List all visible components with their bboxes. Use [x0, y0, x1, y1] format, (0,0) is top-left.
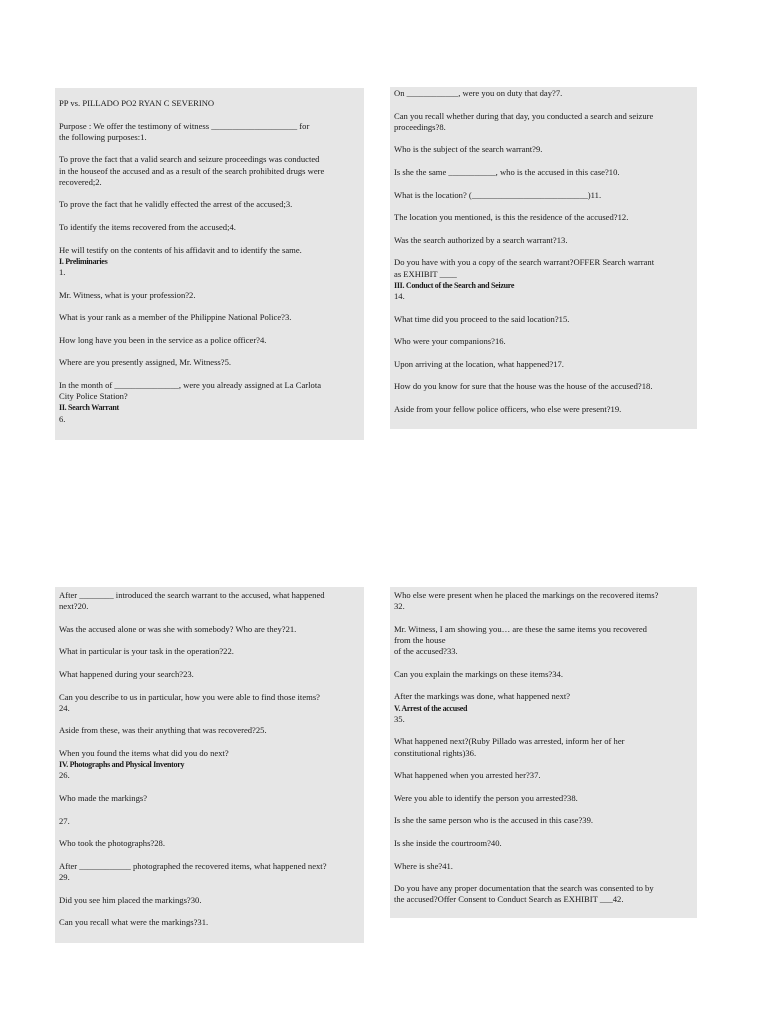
document-text-line: 29.	[59, 871, 70, 882]
document-text-line: What happened next?(Ruby Pillado was arrested, inform her of her	[394, 736, 625, 747]
document-text-line: He will testify on the contents of his affidavit and to identify the same.	[59, 244, 302, 255]
document-text-line: Can you explain the markings on these items?34.	[394, 668, 563, 679]
document-text-line: Is she the same ___________, who is the accused in this case?10.	[394, 166, 620, 177]
document-text-line: Where is she?41.	[394, 860, 453, 871]
document-text-line: as EXHIBIT ____	[394, 268, 457, 279]
section-heading: III. Conduct of the Search and Seizure	[394, 280, 515, 290]
document-text-line: 27.	[59, 815, 70, 826]
document-text-line: Who were your companions?16.	[394, 336, 506, 347]
document-text-line: from the house	[394, 635, 446, 645]
section-heading: V. Arrest of the accused	[394, 703, 468, 713]
document-text-line: proceedings?8.	[394, 121, 446, 132]
document-text-line: Where are you presently assigned, Mr. Witness?5.	[59, 357, 232, 368]
document-text-line: 24.	[59, 702, 70, 713]
document-page-panel-3	[55, 587, 364, 943]
document-text-line: Who is the subject of the search warrant?9.	[394, 144, 543, 155]
document-text-line: What in particular is your task in the operation?22.	[59, 646, 234, 657]
document-text-line: What is the location? (___________________________)11.	[394, 189, 602, 200]
document-page-panel-1	[55, 88, 364, 440]
document-text-line: 26.	[59, 770, 70, 781]
document-text-line: Purpose : We offer the testimony of witness ____________________ for	[59, 120, 310, 131]
document-text-line: Is she the same person who is the accused in this case?39.	[394, 815, 594, 826]
document-text-line: What is your rank as a member of the Philippine National Police?3.	[59, 312, 292, 323]
section-heading: II. Search Warrant	[59, 403, 119, 413]
document-text-line: Do you have with you a copy of the search warrant?OFFER Search warrant	[394, 257, 655, 268]
document-text-line: Did you see him placed the markings?30.	[59, 894, 202, 905]
document-text-line: Aside from these, was their anything that was recovered?25.	[59, 725, 267, 736]
document-text-line: PP vs. PILLADO PO2 RYAN C SEVERINO	[59, 98, 215, 108]
document-text-line: Mr. Witness, what is your profession?2.	[59, 289, 196, 300]
document-text-line: To prove the fact that he validly effected the arrest of the accused;3.	[59, 199, 293, 210]
document-text-line: Can you recall what were the markings?31.	[59, 917, 209, 928]
document-text-line: Was the accused alone or was she with somebody? Who are they?21.	[59, 623, 297, 634]
document-text-line: 32.	[394, 601, 405, 612]
document-text-line: Can you recall whether during that day, you conducted a search and seizure	[394, 110, 654, 121]
document-text-line: 1.	[59, 266, 66, 277]
document-text-line: Upon arriving at the location, what happened?17.	[394, 358, 564, 369]
document-text-line: 14.	[394, 290, 405, 301]
document-text-line: next?20.	[59, 601, 89, 612]
document-text-line: Is she inside the courtroom?40.	[394, 837, 502, 848]
document-text-line: In the month of _______________, were you already assigned at La Carlota	[59, 379, 322, 390]
document-text-line: How do you know for sure that the house was the house of the accused?18.	[394, 381, 653, 392]
document-text-line: Mr. Witness, I am showing you… are these the same items you recovered	[394, 623, 647, 634]
document-text-line: Do you have any proper documentation that the search was consented to by	[394, 883, 654, 894]
document-text-line: Who took the photographs?28.	[59, 838, 165, 849]
document-page-panel-4	[390, 587, 697, 918]
document-text-line: To identify the items recovered from the accused;4.	[59, 221, 236, 232]
document-text-line: Aside from your fellow police officers, who else were present?19.	[394, 403, 622, 414]
document-text-line: 6.	[59, 413, 66, 424]
document-text-line: Can you describe to us in particular, how you were able to find those items?	[59, 691, 320, 702]
document-text-line: the accused?Offer Consent to Conduct Search as EXHIBIT ___42.	[394, 894, 624, 905]
document-text-line: Was the search authorized by a search warrant?13.	[394, 234, 568, 245]
section-heading: IV. Photographs and Physical Inventory	[59, 760, 185, 770]
document-page-panel-2	[390, 87, 697, 429]
document-text-line: Who made the markings?	[59, 792, 148, 803]
document-text-line: After the markings was done, what happened next?	[394, 691, 571, 702]
document-text-line: On ____________, were you on duty that day?7.	[394, 88, 563, 98]
document-text-line: How long have you been in the service as a police officer?4.	[59, 334, 267, 345]
document-text-line: The location you mentioned, is this the residence of the accused?12.	[394, 212, 629, 223]
document-text-line: To prove the fact that a valid search and seizure proceedings was conducted	[59, 154, 320, 165]
section-heading: I. Preliminaries	[59, 256, 108, 266]
document-text-line: recovered;2.	[59, 176, 102, 187]
document-text-line: What happened during your search?23.	[59, 668, 194, 679]
document-text-line: 35.	[394, 713, 405, 724]
document-text-line: After ________ introduced the search warrant to the accused, what happened	[59, 590, 325, 600]
document-text-line: After ____________ photographed the recovered items, what happened next?	[59, 860, 327, 871]
document-text-line: in the houseof the accused and as a result of the search prohibited drugs were	[59, 165, 325, 176]
document-text-line: the following purposes:1.	[59, 131, 147, 142]
document-text-line: constitutional rights)36.	[394, 747, 477, 758]
document-text-line: What happened when you arrested her?37.	[394, 770, 541, 781]
document-text-line: Who else were present when he placed the markings on the recovered items?	[394, 590, 659, 600]
document-text-line: What time did you proceed to the said location?15.	[394, 313, 570, 324]
document-text-line: City Police Station?	[59, 391, 128, 402]
document-text-line: Were you able to identify the person you arrested?38.	[394, 792, 578, 803]
document-text-line: of the accused?33.	[394, 646, 458, 657]
document-text-line: When you found the items what did you do next?	[59, 747, 229, 758]
